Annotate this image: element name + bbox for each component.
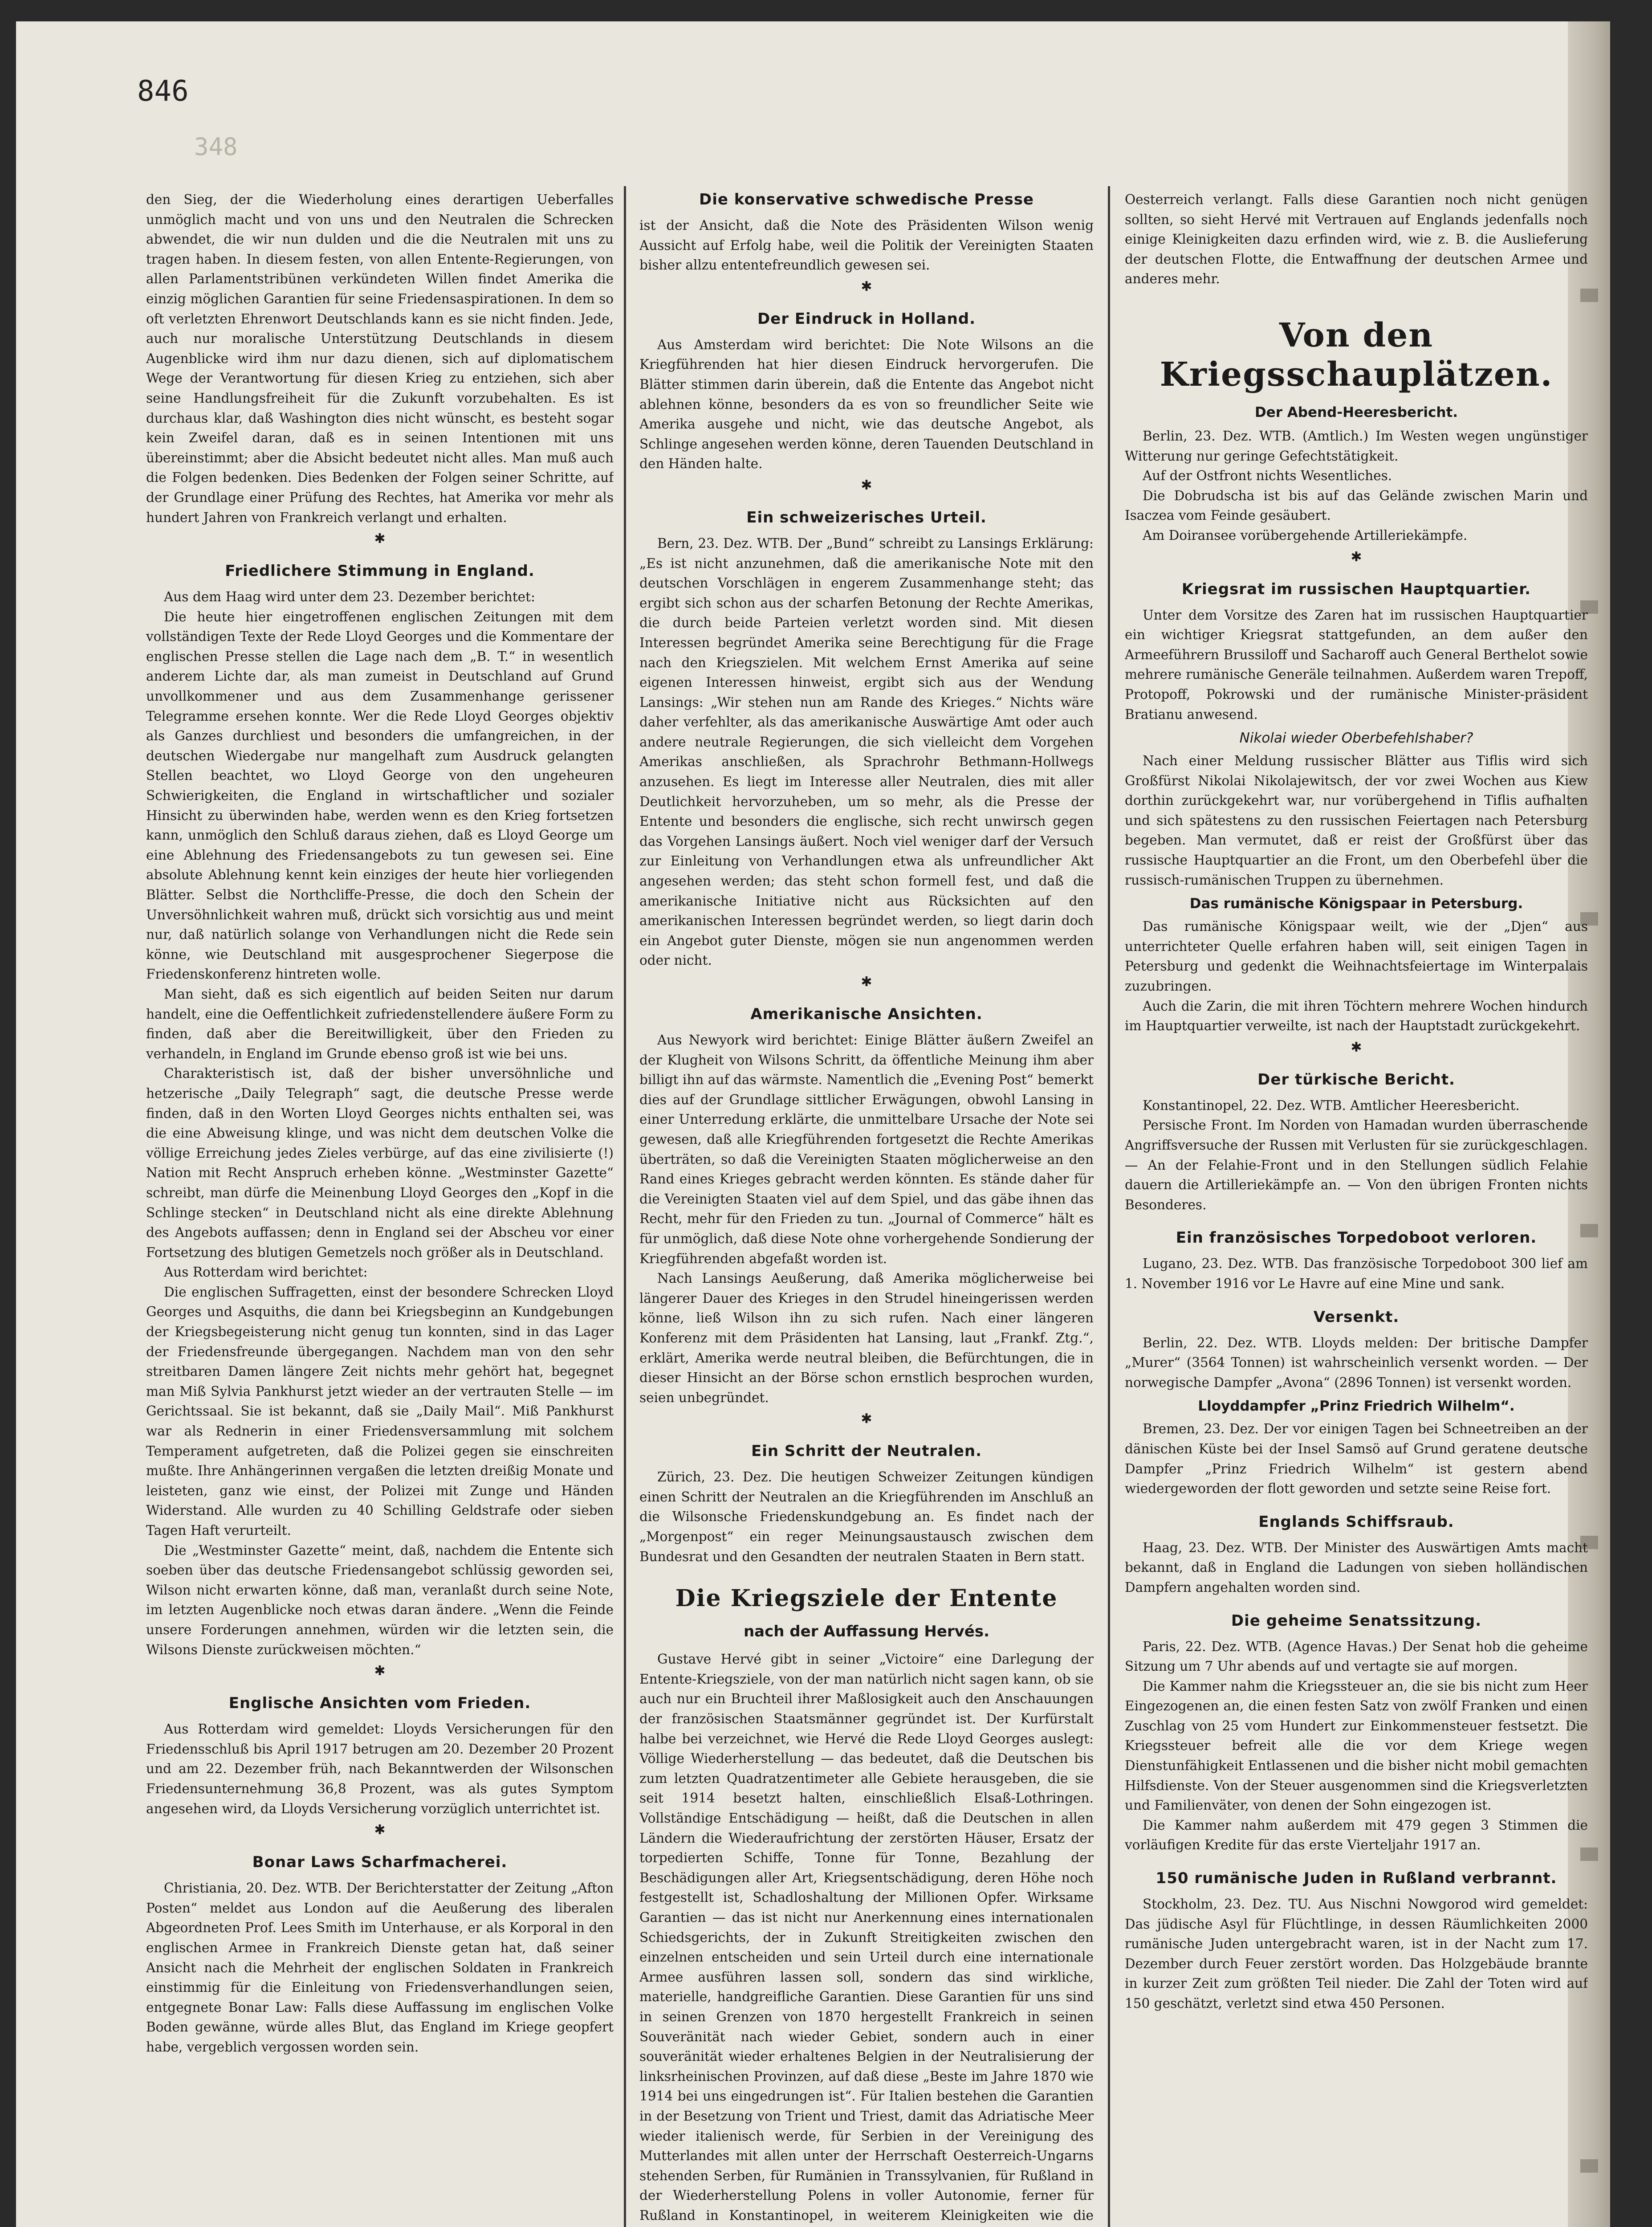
headline-lloyddampfer: Lloyddampfer „Prinz Friedrich Wilhelm“. bbox=[1198, 1398, 1515, 1415]
newspaper-page bbox=[16, 21, 1610, 2227]
section-separator: ✱ bbox=[861, 278, 872, 294]
headline-amerikanische-ansichten: Amerikanische Ansichten. bbox=[750, 1005, 983, 1023]
headline-friedlichere-stimmung: Friedlichere Stimmung in England. bbox=[225, 562, 535, 580]
headline-nikolai: Nikolai wieder Oberbefehlshaber? bbox=[1239, 730, 1473, 746]
headline-schwedische-presse: Die konservative schwedische Presse bbox=[699, 191, 1034, 208]
article-paragraph: Paris, 22. Dez. WTB. (Agence Havas.) Der Senat hob die geheime Sitzung um 7 Uhr abends auf und vertagte sie auf morgen. bbox=[1125, 1639, 1588, 1674]
headline-bonar-law: Bonar Laws Scharfmacherei. bbox=[252, 1853, 508, 1872]
left-column bbox=[146, 190, 614, 2227]
right-column bbox=[1125, 190, 1588, 2227]
article-paragraph: Oesterreich verlangt. Falls diese Garantien noch nicht genügen sollten, so sieht Hervé mit Vertrauen auf Englands jedenfalls noch einige Kleinigkeiten dazu erfinden wird, wie z. B. die Auslieferung der deutschen Flotte, die Entwaffnung der deutschen Armee und anderes mehr. bbox=[1125, 192, 1588, 287]
headline-eindruck-holland: Der Eindruck in Holland. bbox=[757, 310, 976, 328]
article-paragraph: Auf der Ostfront nichts Wesentliches. bbox=[1143, 468, 1392, 484]
headline-koenigspaar: Das rumänische Königspaar in Petersburg. bbox=[1189, 896, 1523, 912]
article-paragraph: Aus dem Haag wird unter dem 23. Dezember berichtet: bbox=[164, 589, 535, 605]
middle-column bbox=[639, 190, 1094, 2227]
page-number: 846 bbox=[137, 75, 189, 108]
article-paragraph: Die Kammer nahm außerdem mit 479 gegen 3 Stimmen die vorläufigen Kredite für das erste Vierteljahr 1917 an. bbox=[1125, 1817, 1588, 1853]
article-paragraph: Nach einer Meldung russischer Blätter aus Tiflis wird sich Großfürst Nikolai Nikolajewitsch, der vor zwei Wochen aus Kiew dorthin zurückgekehrt war, nur vorübergehend in Tiflis aufhalten und sich spätestens zu den russischen Feiertagen nach Petersburg begeben. Man vermutet, daß er reist der Großfürst über das russische Hauptquartier an die Front, um den Oberbefehl über die russisch-rumänischen Truppen zu übernehmen. bbox=[1125, 753, 1588, 888]
headline-tuerkischer-bericht: Der türkische Bericht. bbox=[1257, 1070, 1455, 1089]
article-paragraph: Die Kammer nahm die Kriegssteuer an, die sie bis nicht zum Heer Eingezogenen an, die einen festen Satz von zwölf Franken und einen Zuschlag von 25 vom Hundert zur Einkommensteuer festsetzt. Die Kriegssteuer befreit alle die vor dem Kriege wegen Dienstunfähigkeit Entlassenen und die bisher nicht mobil gemachten Hilfsdienste. Von der Steuer ausgenommen sind die Kriegsverletzten und Familienväter, von denen der Sohn eingezogen ist. bbox=[1125, 1678, 1588, 1813]
section-separator: ✱ bbox=[374, 531, 386, 547]
article-paragraph: Die heute hier eingetroffenen englischen Zeitungen mit dem vollständigen Texte der Rede Lloyd Georges und die Kommentare der englischen Presse stellen die Lage nach dem „B. T.“ in wesentlich anderem Lichte dar, als man zumeist in Deutschland auf Grund unvollkommener und aus dem Zusammenhange gerissener Telegramme ersehen konnte. Wer die Rede Lloyd Georges objektiv als Ganzes durchliest und besonders die umfangreichen, in der deutschen Wiedergabe nur mangelhaft zum Ausdruck gelangten Stellen beachtet, wo Lloyd George von den ungeheuren Schwierigkeiten, die England in wirtschaftlicher und sozialer Hinsicht zu überwinden habe, werden wenn es den Krieg fortsetzen kann, unmöglich den Schluß daraus ziehen, daß es Lloyd George um eine Ablehnung des Friedensangebots zu tun gewesen sei. Eine absolute Ablehnung kennt kein einziges der heute hier vorliegenden Blätter. Selbst die Northcliffe-Presse, die doch den Schein der Unversöhnlichkeit wahren muß, drückt sich vorsichtig aus und meint nur, daß natürlich solange von Verhandlungen nicht die Rede sein könne, wie Deutschland mit ausgesprochener Siegerpose die Friedenskonferenz hintreten wolle. bbox=[146, 609, 614, 982]
article-paragraph: Haag, 23. Dez. WTB. Der Minister des Auswärtigen Amts macht bekannt, daß in England die Ladungen von sieben holländischen Dampfern angehalten worden sind. bbox=[1125, 1540, 1588, 1595]
headline-kriegsziele-entente: Die Kriegsziele der Entente bbox=[675, 1585, 1058, 1612]
headline-rumaenische-juden: 150 rumänische Juden in Rußland verbrannt. bbox=[1156, 1869, 1557, 1888]
article-paragraph: Zürich, 23. Dez. Die heutigen Schweizer Zeitungen kündigen einen Schritt der Neutralen an die Kriegführenden im Anschluß an die Wilsonsche Friedenskundgebung an. Es findet nach der „Morgenpost“ ein reger Meinungsaustausch zwischen dem Bundesrat und den Gesandten der neutralen Staaten in Bern statt. bbox=[639, 1469, 1094, 1564]
article-paragraph: Unter dem Vorsitze des Zaren hat im russischen Hauptquartier ein wichtiger Kriegsrat stattgefunden, an dem außer den Armeeführern Brussiloff und Sacharoff auch General Berthelot sowie mehrere rumänische Generäle teilnahmen. Außerdem waren Trepoff, Protopoff, Pokrowski und der rumänische Minister-präsident Bratianu anwesend. bbox=[1125, 607, 1588, 722]
article-paragraph: Auch die Zarin, die mit ihren Töchtern mehrere Wochen hindurch im Hauptquartier verweilte, ist nach der Hauptstadt zurückgekehrt. bbox=[1125, 998, 1588, 1034]
section-separator: ✱ bbox=[1351, 549, 1362, 565]
article-paragraph: Das rumänische Königspaar weilt, wie der „Djen“ aus unterrichteter Quelle erfahren haben will, seit einigen Tagen in Petersburg und gedenkt die Weihnachtsfeiertage im Winterpalais zuzubringen. bbox=[1125, 919, 1588, 994]
article-paragraph: Man sieht, daß es sich eigentlich auf beiden Seiten nur darum handelt, eine die Oeffentlichkeit zufriedenstellendere äußere Form zu finden, daß aber die Bereitwilligkeit, über den Frieden zu verhandeln, in England im Grunde ebenso groß ist wie bei uns. bbox=[146, 986, 614, 1061]
article-paragraph: Die „Westminster Gazette“ meint, daß, nachdem die Entente sich soeben über das deutsche Friedensangebot schlüssig geworden sei, Wilson nicht erwarten könne, daß man, veranlaßt durch seine Note, im letzten Augenblicke noch etwas daran ändere. „Wenn die Feinde unsere Forderungen annehmen, würden wir die letzten sein, die Wilsons Dienste zurückweisen möchten.“ bbox=[146, 1542, 614, 1657]
section-separator: ✱ bbox=[1351, 1039, 1362, 1055]
article-paragraph: Bremen, 23. Dez. Der vor einigen Tagen bei Schneetreiben an der dänischen Küste bei der Insel Samsö auf Grund geratene deutsche Dampfer „Prinz Friedrich Wilhelm“ ist gestern abend wiedergeworden der flott geworden und setzte seine Reise fort. bbox=[1125, 1421, 1588, 1497]
article-paragraph: Die englischen Suffragetten, einst der besondere Schrecken Lloyd Georges und Asquiths, die dann bei Kriegsbeginn an Kundgebungen der Kriegsbegeisterung nicht genug tun konnten, sind in das Lager der Friedensfreunde übergegangen. Nachdem man von den sehr streitbaren Damen längere Zeit nichts mehr gehört hat, begegnet man Miß Sylvia Pankhurst jetzt wieder an der vertrauten Stelle — im Gerichtssaal. Sie ist bekannt, daß sie „Daily Mail“. Miß Pankhurst war als Rednerin in einer Friedensversammlung mit solchem Temperament aufgetreten, daß die Polizei gegen sie einschreiten mußte. Ihre Anhängerinnen vergaßen die letzten dreißig Monate und leisteten, ganz wie einst, der Polizei mit Zunge und Händen Widerstand. Alle wurden zu 40 Schilling Geldstrafe oder sieben Tagen Haft verurteilt. bbox=[146, 1284, 614, 1538]
article-paragraph: Bern, 23. Dez. WTB. Der „Bund“ schreibt zu Lansings Erklärung: „Es ist nicht anzunehmen, daß die amerikanische Note mit den deutschen Vorschlägen in engerem Zusammenhange steht; das ergibt sich schon aus der scharfen Betonung der Rechte Amerikas, die durch beide Parteien verletzt worden sind. Mit diesen Interessen begründet Amerika seine Berechtigung für die Frage nach den Kriegszielen. Mit welchem Ernst Amerika auf seine eigenen Interessen hinweist, ergibt sich aus der Wendung Lansings: „Wir stehen nun am Rande des Krieges.“ Nichts wäre daher verfehlter, als das amerikanische Auswärtige Amt oder auch andere neutrale Regierungen, die sich vielleicht dem Vorgehen Amerikas anschließen, als Sprachrohr Bethmann-Hollwegs anzusehen. Es liegt im Interesse aller Neutralen, dies mit aller Deutlichkeit hervorzuheben, um so mehr, als die Presse der Entente und besonders die englische, sich recht unwirsch gegen das Vorgehen Lansings äußert. Noch viel weniger darf der Versuch zur Einleitung von Verhandlungen etwa als unfreundlicher Akt angesehen werden; das steht schon formell fest, und daß die amerikanische Initiative nicht aus Rücksichten auf den amerikanischen Interessen begründet werden, so liegt darin doch ein Angebot guter Dienste, mögen sie nun angenommen werden oder nicht. bbox=[639, 535, 1094, 968]
headline-kriegsrat: Kriegsrat im russischen Hauptquartier. bbox=[1181, 580, 1531, 598]
headline-abend-heeresbericht: Der Abend-Heeresbericht. bbox=[1254, 404, 1458, 420]
article-paragraph: den Sieg, der die Wiederholung eines derartigen Ueberfalles unmöglich macht und von uns und den Neutralen die Schrecken abwendet, die wir nun dulden und die die Neutralen mit uns zu tragen haben. In diesem festen, von allen Entente-Regierungen, von allen Parlamentstribünen verkündeten Willen findet Amerika die einzig möglichen Garantien für seine Friedensaspirationen. In dem so oft verletzten Ehrenwort Deutschlands kann es sie nicht finden. Jede, auch nur moralische Unterstützung Deutschlands in diesem Augenblicke wird ihm nur dazu dienen, sich auf diplomatischem Wege der Verantwortung für diesen Krieg zu entziehen, sich aber seine Handlungsfreiheit für die Zukunft vorzubehalten. Es ist durchaus klar, daß Washington dies nicht wünscht, es besteht sogar kein Zweifel daran, daß es in seinen Intentionen mit uns übereinstimmt; aber die Absicht bedeutet nicht alles. Man muß auch die Folgen bedenken. Dies Bedenken der Folgen seiner Schritte, auf der Grundlage einer Prüfung des Rechtes, hat Amerika vor mehr als hundert Jahren von Frankreich verlangt und erhalten. bbox=[146, 192, 614, 525]
headline-schiffsraub: Englands Schiffsraub. bbox=[1258, 1513, 1454, 1531]
pencil-annotation: 348 bbox=[194, 133, 238, 161]
column-divider bbox=[1108, 186, 1110, 2227]
article-paragraph: Am Doiransee vorübergehende Artilleriekämpfe. bbox=[1143, 527, 1468, 543]
headline-torpedoboot: Ein französisches Torpedoboot verloren. bbox=[1176, 1229, 1537, 1247]
article-paragraph: Stockholm, 23. Dez. TU. Aus Nischni Nowgorod wird gemeldet: Das jüdische Asyl für Flüchtlinge, in dessen Räumlichkeiten 2000 rumänische Juden untergebracht waren, ist in der Nacht zum 17. Dezember durch Feuer zerstört worden. Das Holzgebäude brannte in kurzer Zeit zum größten Teil nieder. Die Zahl der Toten wird auf 150 geschätzt, verletzt sind etwa 450 Personen. bbox=[1125, 1897, 1588, 2011]
article-paragraph: Persische Front. Im Norden von Hamadan wurden überraschende Angriffsversuche der Russen mit Verlusten für sie zurückgeschlagen. — An der Felahie-Front und in den Stellungen südlich Felahie dauern die Artilleriekämpfe an. — Von den übrigen Fronten nichts Besonderes. bbox=[1125, 1118, 1588, 1212]
section-separator: ✱ bbox=[374, 1822, 386, 1838]
article-paragraph: Gustave Hervé gibt in seiner „Victoire“ eine Darlegung der Entente-Kriegsziele, von der man natürlich nicht sagen kann, ob sie auch nur ein Bruchteil ihrer Maßlosigkeit auch den Anschauungen der französischen Staatsmänner gegründet ist. Der Kurfürstalt halbe bei verzeichnet, wie Hervé die Rede Lloyd Georges auslegt: Völlige Wiederherstellung — das bedeutet, daß die Deutschen bis zum letzten Quadratzentimeter alle Gebiete herausgeben, die sie seit 1914 besetzt halten, einschließlich Elsaß-Lothringen. Vollständige Entschädigung — heißt, daß die Deutschen in allen Ländern die Wiederaufrichtung der zerstörten Häuser, Ersatz der torpedierten Schiffe, Tonne für Tonne, Bezahlung der Beschädigungen aller Art, Kriegsentschädigung, deren Höhe noch festgestellt ist, Schadloshaltung der Millionen Opfer. Wirksame Garantien — das ist nicht nur Anerkennung eines internationalen Schiedsgerichts, der in Zukunft Streitigkeiten zwischen den einzelnen entscheiden und sein Urteil durch eine internationale Armee ausführen lassen soll, sondern das sind wirkliche, materielle, handgreifliche Garantien. Diese Garantien für uns sind in seinen Grenzen von 1870 hergestellt Frankreich in seinen Souveränität nach wieder Gebiet, sondern auch in einer souveränität wieder erhaltenes Belgien in der Neutralisierung der linksrheinischen Provinzen, auf daß diese „Beste im Jahre 1870 wie 1914 bei uns eingedrungen ist“. Für Italien bestehen die Garantien in der Besetzung von Trient und Triest, damit das Adriatische Meer wieder italienisch werde, für Serbien in der Vereinigung des Mutterlandes mit allen unter der Herrschaft Oesterreich-Ungarns stehenden Serben, für Rumänien in Transsylvanien, für Rußland in der Wiederherstellung Polens in voller Autonomie, ferner für Rußland in Konstantinopel, in weiterem Kleinigkeiten wie die bbox=[639, 1652, 1094, 2223]
article-paragraph: Aus Newyork wird berichtet: Einige Blätter äußern Zweifel an der Klugheit von Wilsons Schritt, da öffentliche Meinung ihm aber billigt ihn auf das wärmste. Namentlich die „Evening Post“ bemerkt dies auf der Grundlage sittlicher Erwägungen, obwohl Lansing in einer Unterredung erklärte, die unmittelbare Ursache der Note sei gewesen, daß alle Kriegführenden fortgesetzt die Rechte Amerikas überträten, so daß die Vereinigten Staaten möglicherweise an den Rand eines Krieges gebracht werden könnten. Es stände daher für die Vereinigten Staaten viel auf dem Spiel, und das gäbe ihnen das Recht, mehr für den Frieden zu tun. „Journal of Commerce“ hält es für unmöglich, daß diese Note ohne vorhergehende Sondierung der Kriegführenden abgefaßt worden ist. bbox=[639, 1032, 1094, 1266]
article-paragraph: Christiania, 20. Dez. WTB. Der Berichterstatter der Zeitung „Afton Posten“ meldet aus London auf die Aeußerung des liberalen Abgeordneten Prof. Lees Smith im Unterhause, er als Korporal in den englischen Armee in Frankreich Dienste getan hat, daß seiner Ansicht nach die Mehrheit der englischen Soldaten in Frankreich einstimmig für die Einleitung von Friedensverhandlungen seien, entgegnete Bonar Law: Falls diese Auffassung im englischen Volke Boden gewänne, würde alles Blut, das England im Kriege geopfert habe, vergeblich vergossen worden sein. bbox=[146, 1880, 614, 2055]
article-paragraph: ist der Ansicht, daß die Note des Präsidenten Wilson wenig Aussicht auf Erfolg habe, weil die Politik der Vereinigten Staaten bisher allzu ententefreundlich gewesen sei. bbox=[639, 218, 1094, 273]
article-paragraph: Aus Amsterdam wird berichtet: Die Note Wilsons an die Kriegführenden hat hier diesen Eindruck hervorgerufen. Die Blätter stimmen darin überein, daß die Entente das Angebot nicht ablehnen könne, besonders da es von so freundlicher Seite wie Amerika ausgehe und nicht, wie das deutsche Angebot, als Schlinge angesehen werden könne, deren Tauenden Deutschland in den Händen halte. bbox=[639, 337, 1094, 472]
section-separator: ✱ bbox=[861, 974, 872, 990]
headline-englische-ansichten: Englische Ansichten vom Frieden. bbox=[228, 1694, 531, 1713]
article-paragraph: Berlin, 23. Dez. WTB. (Amtlich.) Im Westen wegen ungünstiger Witterung nur geringe Gefechtstätigkeit. bbox=[1125, 428, 1588, 464]
headline-versenkt: Versenkt. bbox=[1313, 1308, 1400, 1326]
column-divider bbox=[624, 186, 626, 2227]
section-separator: ✱ bbox=[861, 477, 872, 493]
article-paragraph: Lugano, 23. Dez. WTB. Das französische Torpedoboot 300 lief am 1. November 1916 vor Le Havre auf eine Mine und sank. bbox=[1125, 1256, 1588, 1291]
article-paragraph: Nach Lansings Aeußerung, daß Amerika möglicherweise bei längerer Dauer des Krieges in den Strudel hineingerissen werden könne, ließ Wilson ihn zu sich rufen. Nach einer längeren Konferenz mit dem Präsidenten hat Lansing, laut „Frankf. Ztg.“, erklärt, Amerika werde neutral bleiben, die Befürchtungen, die in dieser Hinsicht an der Börse schon ernstlich besprochen wurden, seien unbegründet. bbox=[639, 1271, 1094, 1405]
article-paragraph: Aus Rotterdam wird gemeldet: Lloyds Versicherungen für den Friedensschluß bis April 1917 betrugen am 20. Dezember 20 Prozent und am 22. Dezember früh, nach Bekanntwerden der Wilsonschen Friedensunternehmung 36,8 Prozent, was als gutes Symptom angesehen wird, da Lloyds Versicherung vorzüglich unterrichtet ist. bbox=[146, 1721, 614, 1816]
headline-schritt-neutralen: Ein Schritt der Neutralen. bbox=[751, 1442, 982, 1460]
headline-schweizerisches-urteil: Ein schweizerisches Urteil. bbox=[746, 508, 987, 526]
article-paragraph: Aus Rotterdam wird berichtet: bbox=[164, 1264, 368, 1280]
subheadline-auffassung-herves: nach der Auffassung Hervés. bbox=[743, 1623, 990, 1641]
headline-kriegsschauplaetze: Von den Kriegsschauplätzen. bbox=[1160, 316, 1553, 394]
headline-senatssitzung: Die geheime Senatssitzung. bbox=[1231, 1611, 1482, 1630]
section-separator: ✱ bbox=[861, 1411, 872, 1427]
article-paragraph: Charakteristisch ist, daß der bisher unversöhnliche und hetzerische „Daily Telegraph“ sagt, die deutsche Presse werde finden, daß in den Worten Lloyd Georges nichts enthalten sei, was die eine Abweisung klinge, und was nicht dem deutschen Volke die völlige Erreichung jedes Zieles verbürge, auf das eine zivilisierte (!) Nation mit Recht Anspruch erheben könne. „Westminster Gazette“ schreibt, man dürfe die Meinenbung Lloyd Georges den „Kopf in die Schlinge stecken“ in Deutschland nicht als eine direkte Ablehnung des Angebots auffassen; denn in England sei der Abscheu vor einer Fortsetzung des blutigen Gemetzels noch größer als in Deutschland. bbox=[146, 1066, 614, 1260]
article-paragraph: Berlin, 22. Dez. WTB. Lloyds melden: Der britische Dampfer „Murer“ (3564 Tonnen) ist wahrscheinlich versenkt worden. — Der norwegische Dampfer „Avona“ (2896 Tonnen) ist versenkt worden. bbox=[1125, 1335, 1588, 1390]
section-separator: ✱ bbox=[374, 1663, 386, 1679]
article-paragraph: Konstantinopel, 22. Dez. WTB. Amtlicher Heeresbericht. bbox=[1143, 1097, 1520, 1113]
article-paragraph: Die Dobrudscha ist bis auf das Gelände zwischen Marin und Isaczea vom Feinde gesäubert. bbox=[1125, 488, 1588, 523]
